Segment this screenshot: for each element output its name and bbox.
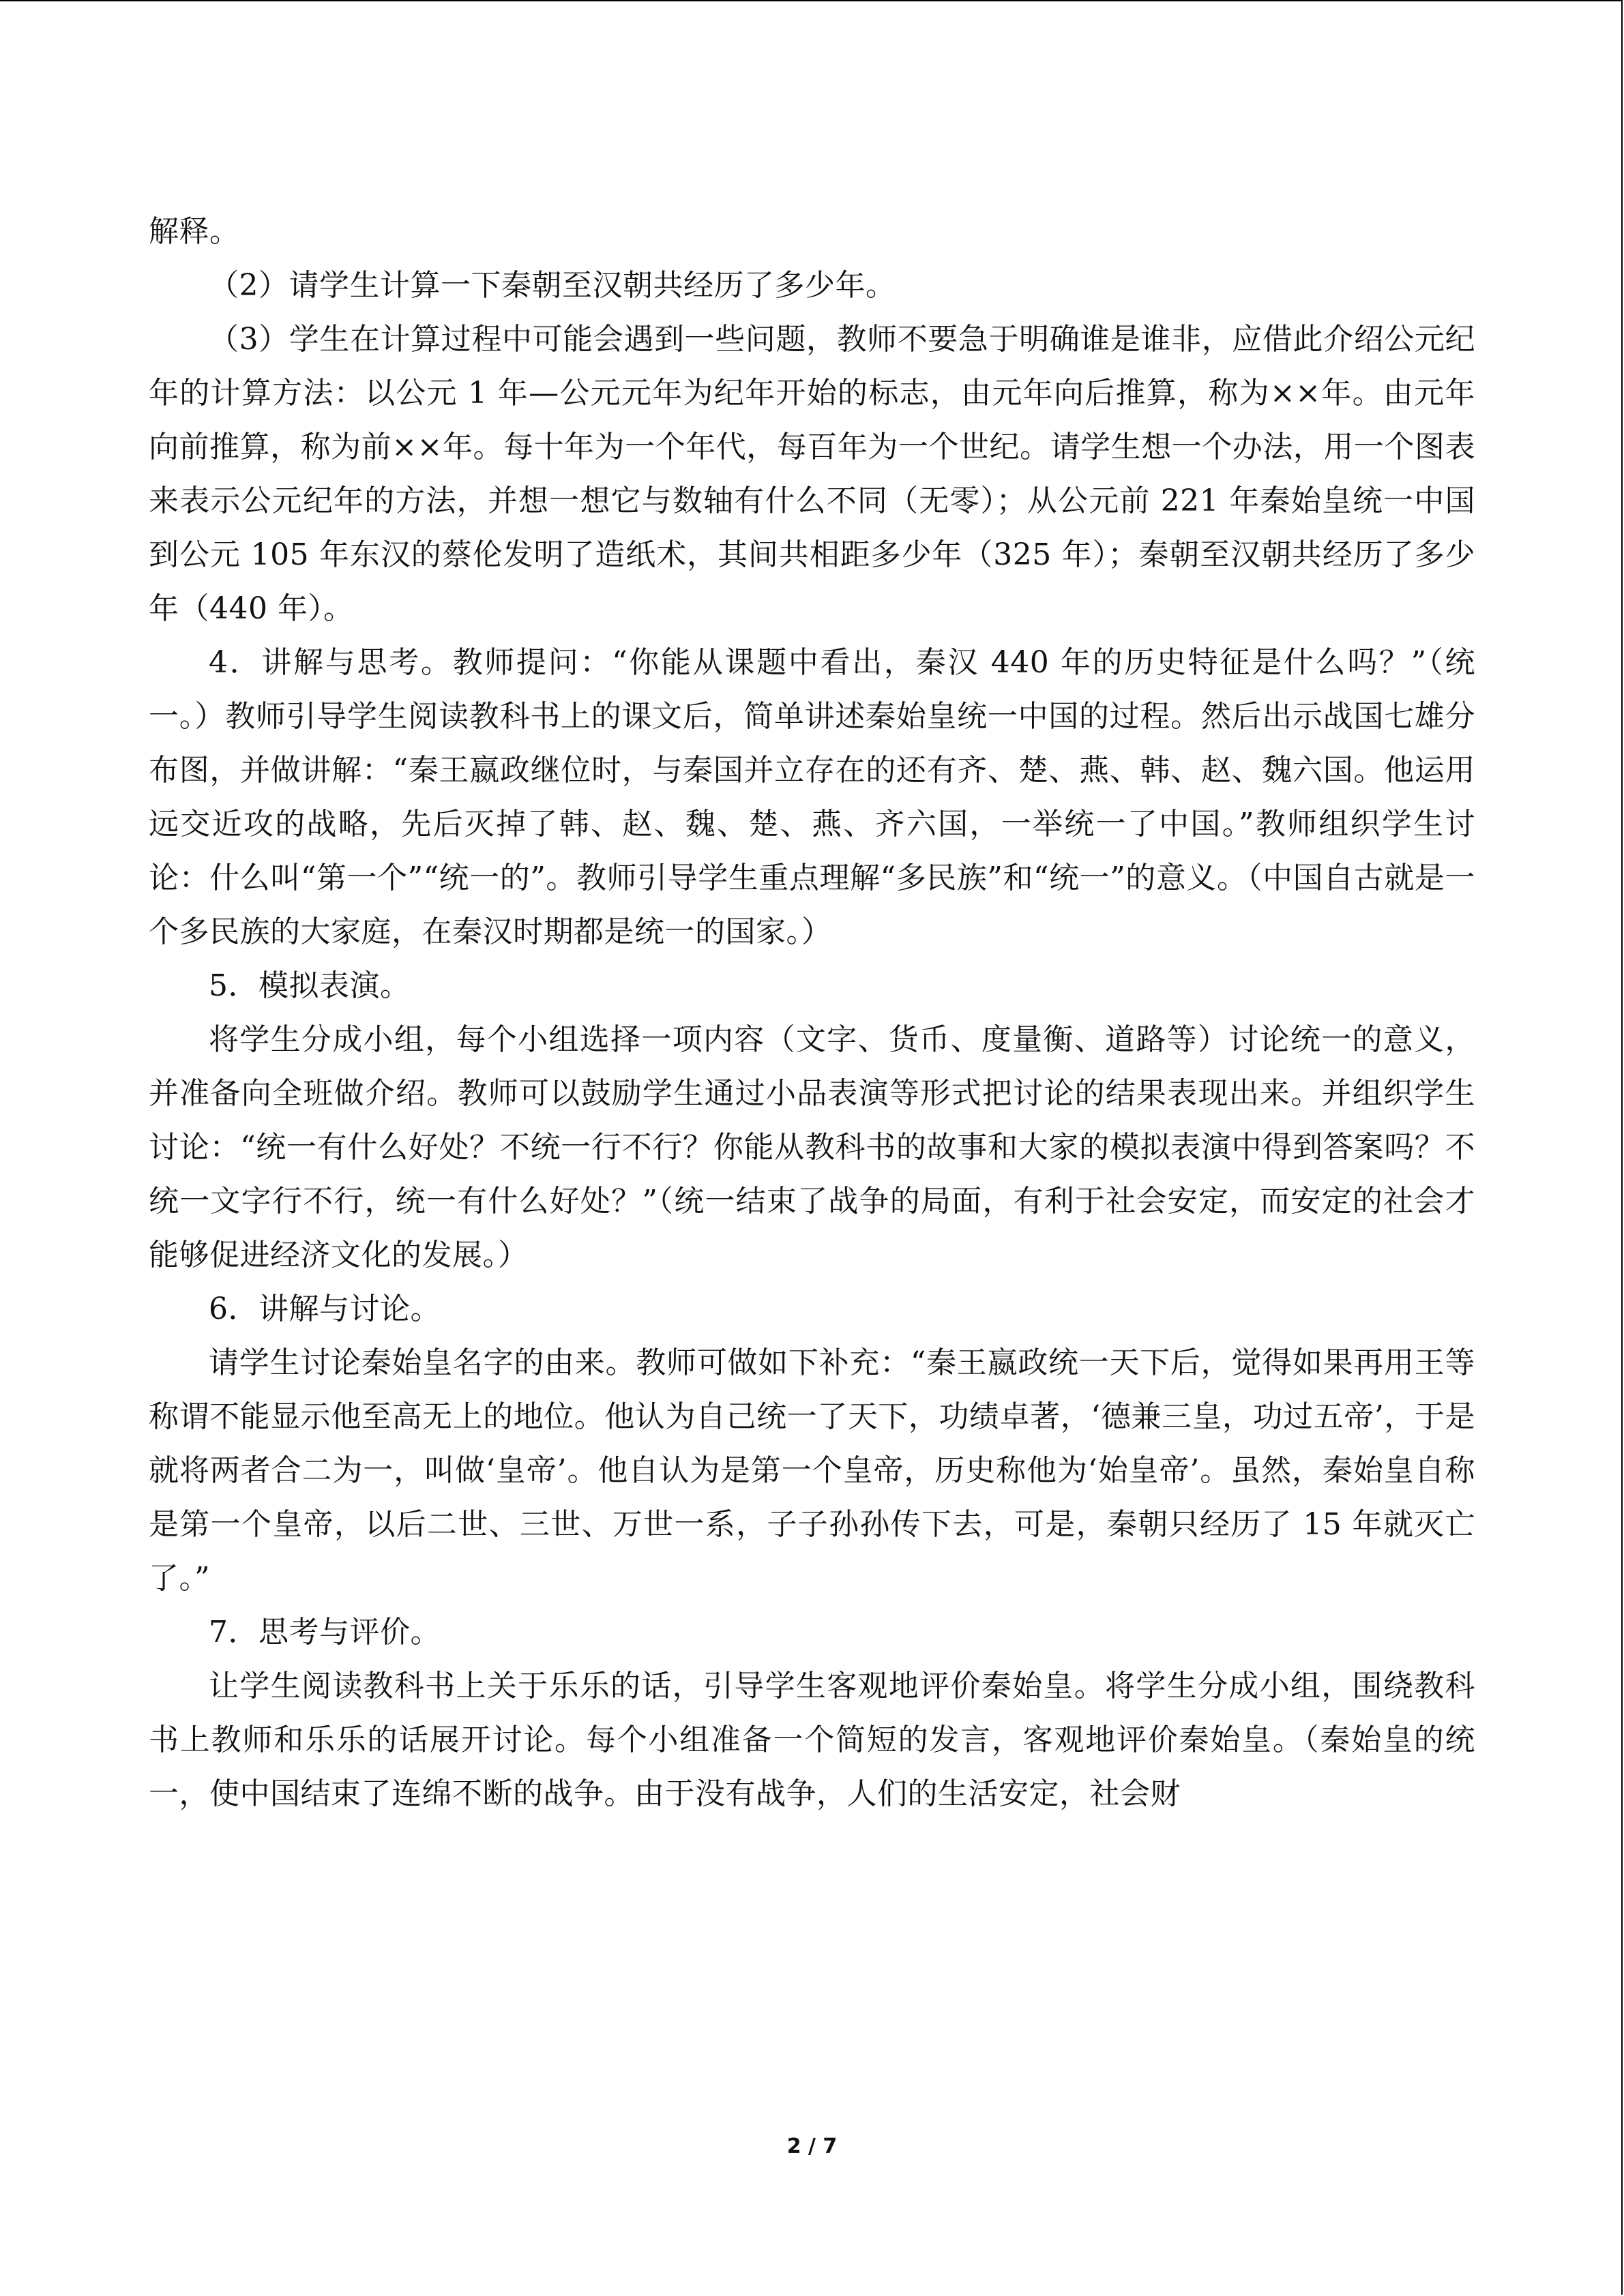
paragraph-section-6: 请学生讨论秦始皇名字的由来。教师可做如下补充：“秦王嬴政统一天下后，觉得如果再用王等称谓不能显示他至高无上的地位。他认为自己统一了天下，功绩卓著，‘德兼三皇，功过五帝’，于是就将两者合二为一，叫做‘皇帝’。他自认为是第一个皇帝，历史称他为‘始皇帝’。虽然，秦始皇自称是第一个皇帝，以后二世、三世、万世一系，子子孙孙传下去，可是，秦朝只经历了 15 年就灭亡了。” (149, 1345, 1475, 1596)
paragraph-step-3: （3）学生在计算过程中可能会遇到一些问题，教师不要急于明确谁是谁非，应借此介绍公元纪年的计算方法：以公元 1 年—公元元年为纪年开始的标志，由元年向后推算，称为××年。由元年向前推算，称为前××年。每十年为一个年代，每百年为一个世纪。请学生想一个办法，用一个图表来表示公元纪年的方法，并想一想它与数轴有什么不同（无零）；从公元前 221 年秦始皇统一中国到公元 105 年东汉的蔡伦发明了造纸术，其间共相距多少年（325 年）；秦朝至汉朝共经历了多少年（440 年）。 (149, 322, 1475, 626)
paragraph-section-4: 4．讲解与思考。教师提问：“你能从课题中看出，秦汉 440 年的历史特征是什么吗？”（统一。）教师引导学生阅读教科书上的课文后，简单讲述秦始皇统一中国的过程。然后出示战国七雄分布图，并做讲解：“秦王嬴政继位时，与秦国并立存在的还有齐、楚、燕、韩、赵、魏六国。他运用远交近攻的战略，先后灭掉了韩、赵、魏、楚、燕、齐六国，一举统一了中国。”教师组织学生讨论：什么叫“第一个”“统一的”。教师引导学生重点理解“多民族”和“统一”的意义。（中国自古就是一个多民族的大家庭，在秦汉时期都是统一的国家。） (149, 645, 1475, 949)
paragraph-section-5: 将学生分成小组，每个小组选择一项内容（文字、货币、度量衡、道路等）讨论统一的意义，并准备向全班做介绍。教师可以鼓励学生通过小品表演等形式把讨论的结果表现出来。并组织学生讨论：“统一有什么好处？不统一行不行？你能从教科书的故事和大家的模拟表演中得到答案吗？不统一文字行不行，统一有什么好处？”（统一结束了战争的局面，有利于社会安定，而安定的社会才能够促进经济文化的发展。） (149, 1022, 1475, 1272)
page-number: 2 / 7 (786, 2134, 838, 2158)
paragraph-section-7: 让学生阅读教科书上关于乐乐的话，引导学生客观地评价秦始皇。将学生分成小组，围绕教科书上教师和乐乐的话展开讨论。每个小组准备一个简短的发言，客观地评价秦始皇。（秦始皇的统一，使中国结束了连绵不断的战争。由于没有战争，人们的生活安定，社会财 (149, 1669, 1475, 1811)
paragraph-continuation: 解释。 (149, 214, 240, 249)
heading-section-6: 6．讲解与讨论。 (209, 1292, 441, 1326)
paragraph-step-2: （2）请学生计算一下秦朝至汉朝共经历了多少年。 (209, 268, 896, 303)
document-body (149, 205, 1475, 1821)
heading-section-5: 5．模拟表演。 (209, 968, 411, 1003)
heading-section-7: 7．思考与评价。 (209, 1615, 441, 1650)
